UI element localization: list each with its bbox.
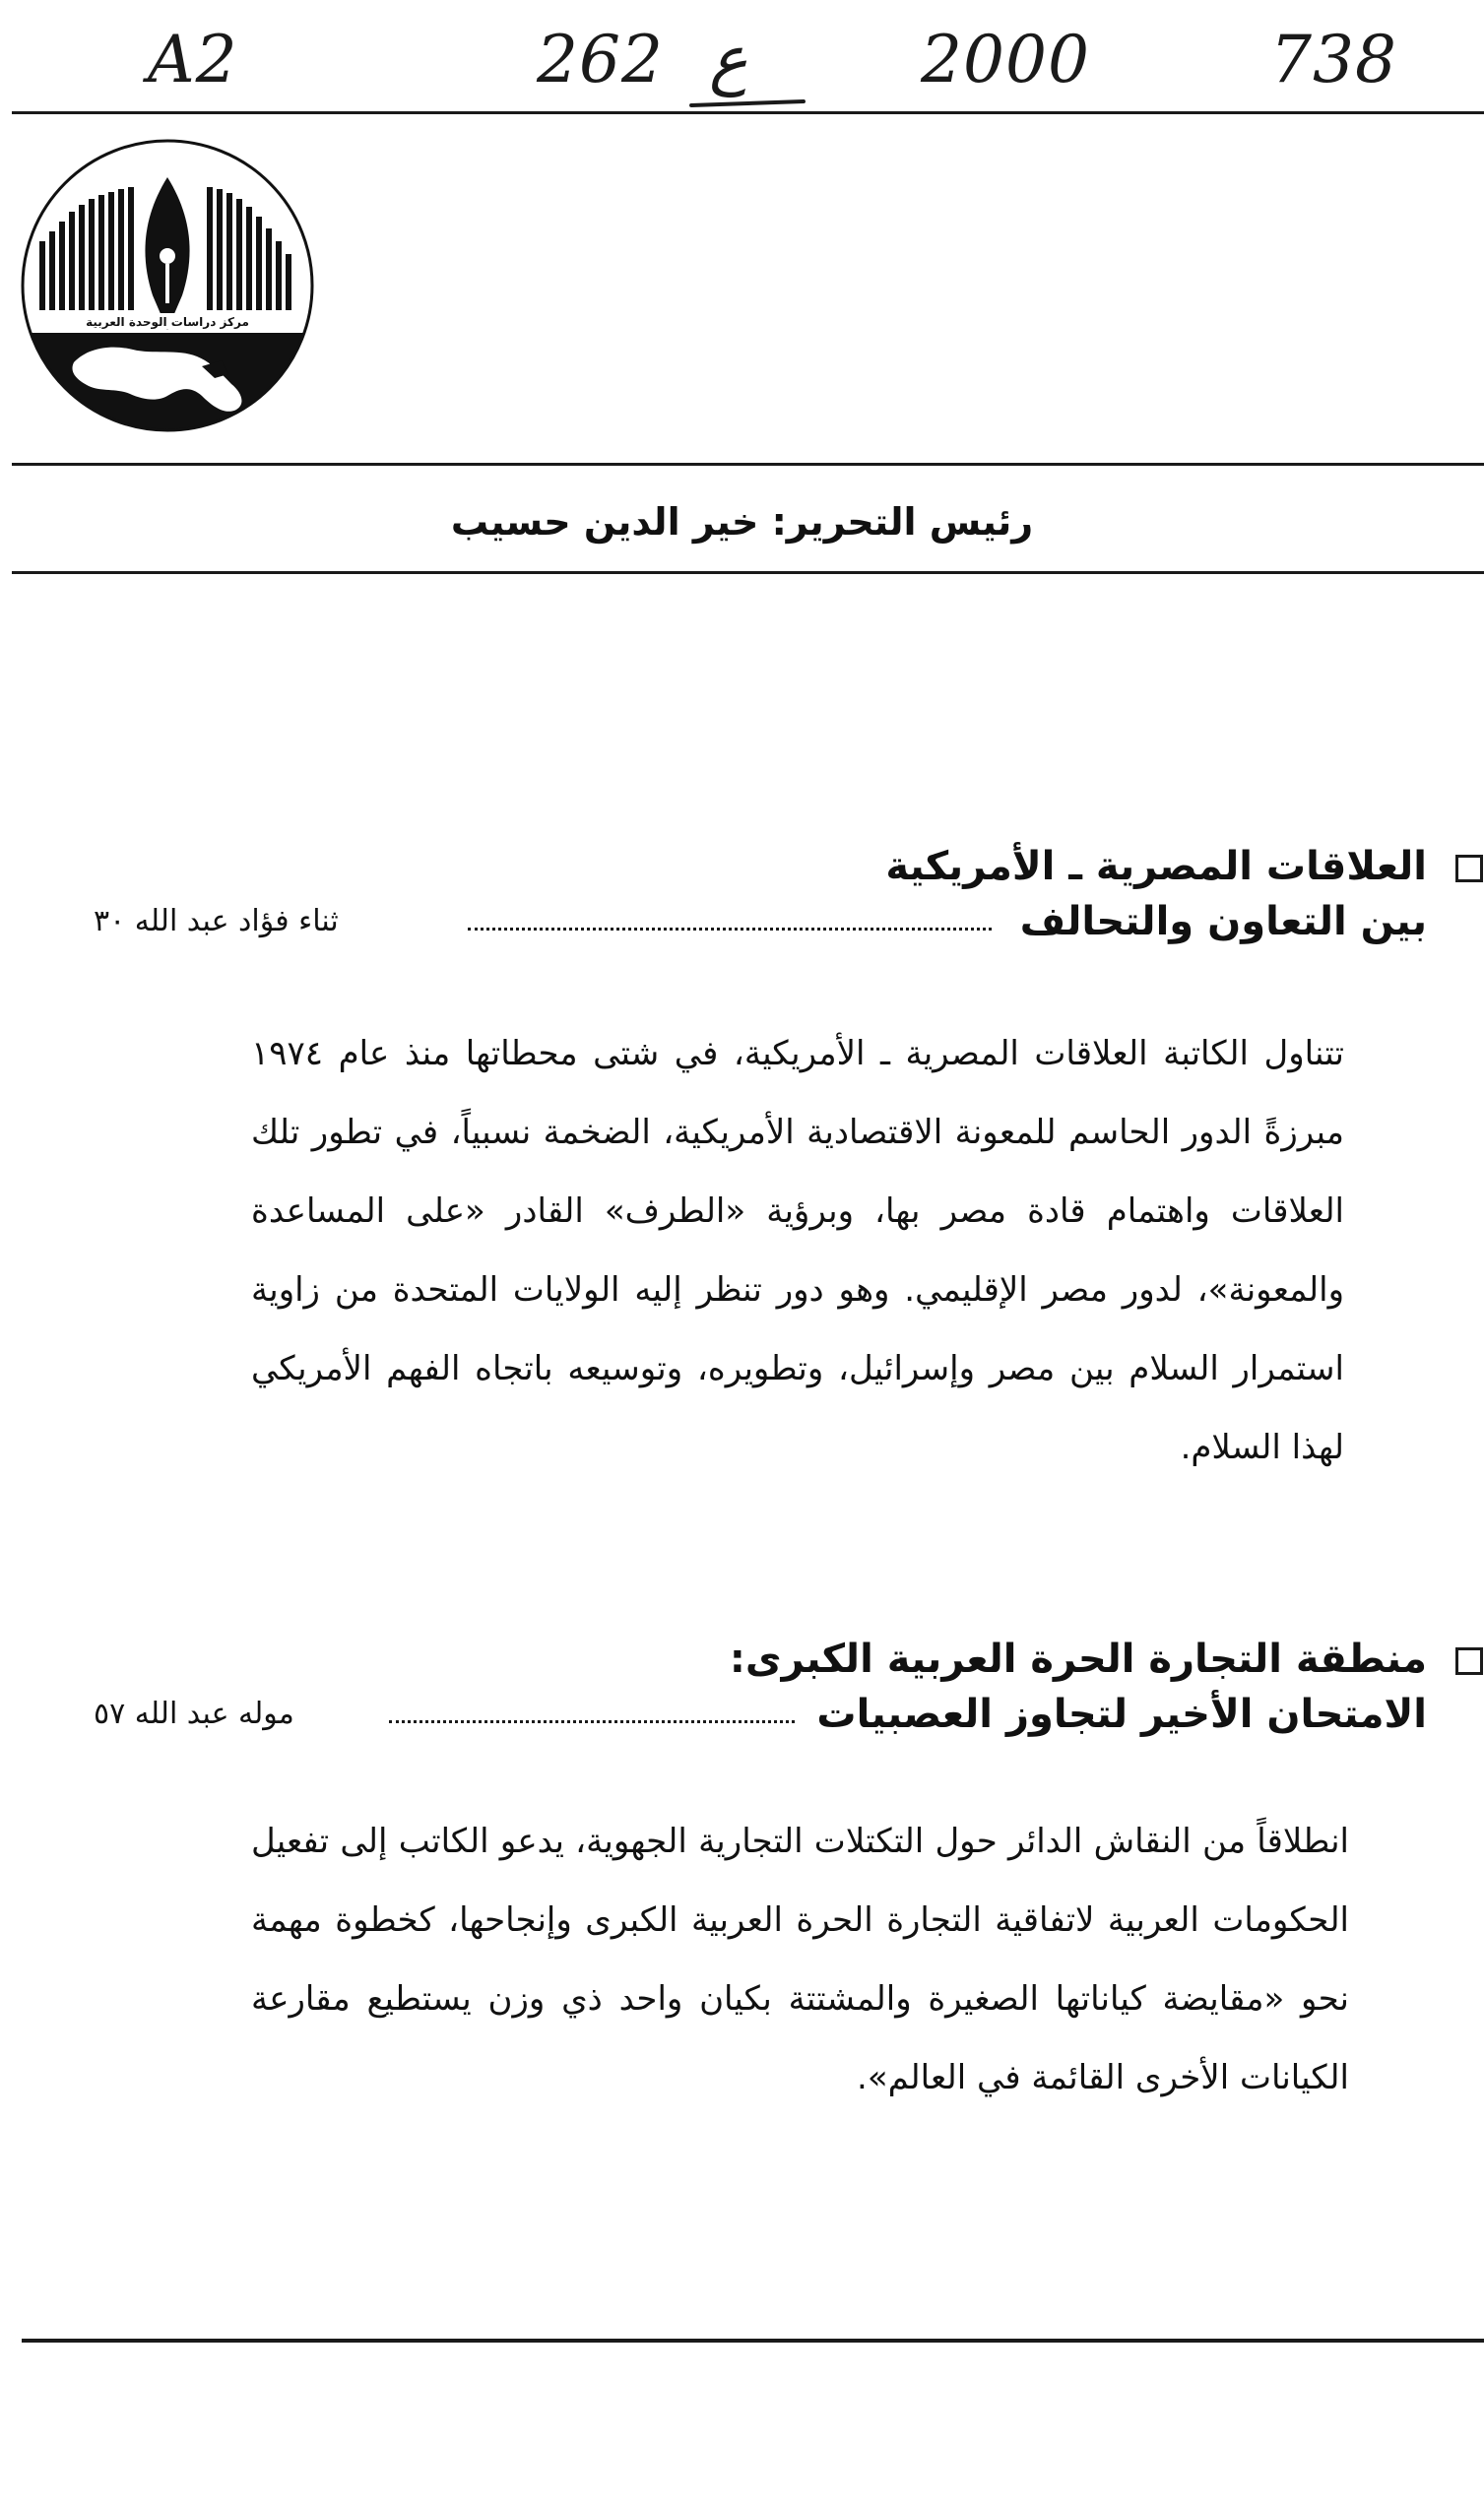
handwritten-serial: 738: [1270, 22, 1397, 97]
top-rule: [12, 111, 1484, 114]
article-title-line1: منطقة التجارة الحرة العربية الكبرى:: [729, 1637, 1427, 1682]
article-title-line2: الامتحان الأخير لتجاوز العصبيات: [816, 1692, 1427, 1737]
handwritten-letter: ع: [709, 22, 748, 97]
editor-in-chief: رئيس التحرير: خير الدين حسيب: [450, 500, 1034, 544]
leader-dots: [389, 1720, 795, 1723]
article-summary: تتناول الكاتبة العلاقات المصرية ـ الأمريكية، في شتى محطاتها منذ عام ١٩٧٤ مبرزةً الدور الحاسم للمعونة الاقتصادية الأمريكية، الضخمة نسبياً، في تطور تلك العلاقات واهتمام قادة مصر بها، وبرؤية «الطرف» القادر «على المساعدة والمعونة»، لدور مصر الإقليمي. وهو دور تنظر إليه الولايات المتحدة من زاوية استمرار السلام بين مصر وإسرائيل، وتطويره، وتوسيعه باتجاه الفهم الأمريكي لهذا السلام.: [251, 1034, 1344, 1467]
article-page-number: ٥٧: [94, 1697, 126, 1731]
article-title-line2: بين التعاون والتحالف: [1019, 899, 1427, 944]
article-title-line1: العلاقات المصرية ـ الأمريكية: [885, 844, 1427, 889]
article-byline: [54, 1685, 294, 1744]
handwritten-year: 2000: [921, 22, 1090, 97]
article-checkbox[interactable]: [1455, 1647, 1483, 1675]
header-rule-top: [12, 463, 1484, 466]
pen-nib-globe-logo: [20, 138, 315, 433]
logo-caption: مركز دراسات الوحدة العربية: [86, 315, 249, 329]
article-author: ثناء فؤاد عبد الله: [134, 904, 339, 938]
article-checkbox[interactable]: [1455, 855, 1483, 882]
leader-dots: [468, 928, 992, 931]
article-byline: [54, 892, 339, 951]
header-rule-bottom: [12, 571, 1484, 574]
article-summary: انطلاقاً من النقاش الدائر حول التكتلات التجارية الجهوية، يدعو الكاتب إلى تفعيل الحكومات العربية لاتفاقية التجارة الحرة العربية الكبرى وإنجاحها، كخطوة مهمة نحو «مقايضة كياناتها الصغيرة والمشتتة بكيان واحد ذي وزن يستطيع مقارعة الكيانات الأخرى القائمة في العالم».: [251, 1822, 1349, 2097]
handwritten-underline: [689, 99, 806, 107]
handwritten-number: 262: [537, 22, 664, 97]
handwritten-code: A2: [148, 22, 238, 97]
bottom-rule: [22, 2339, 1484, 2343]
article-author: موله عبد الله: [134, 1697, 294, 1731]
article-page-number: ٣٠: [94, 904, 126, 938]
